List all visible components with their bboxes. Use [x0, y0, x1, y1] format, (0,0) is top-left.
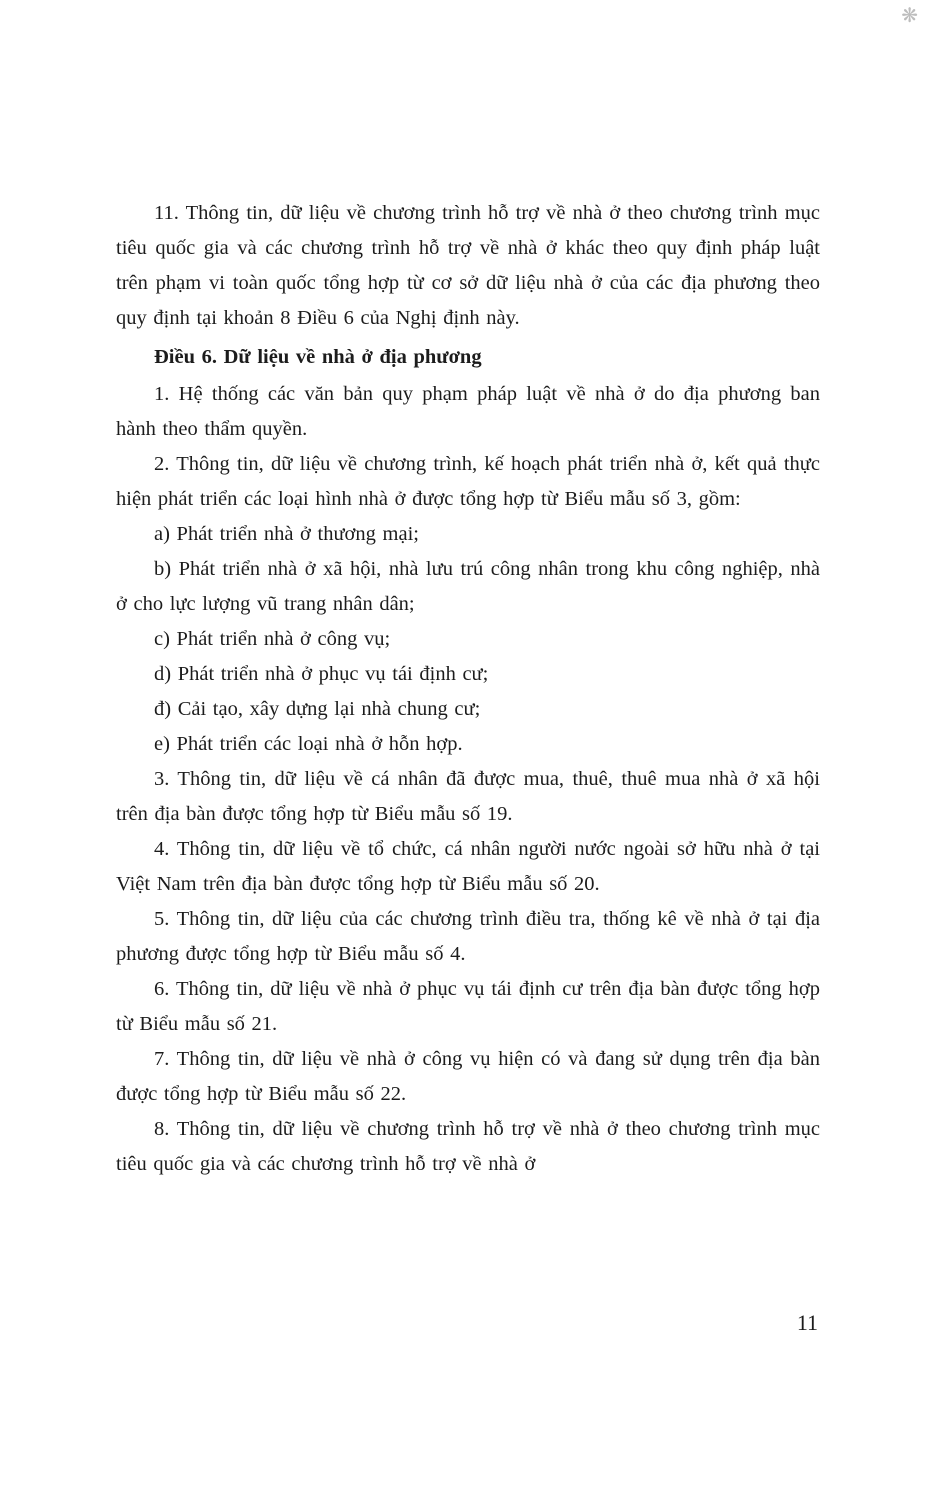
paragraph: e) Phát triển các loại nhà ở hỗn hợp.: [154, 733, 463, 755]
paragraph: 8. Thông tin, dữ liệu về chương trình hỗ trợ về nhà ở theo chương trình mục tiêu quốc gia và các chương trình hỗ trợ về nhà ở: [116, 1118, 820, 1175]
paragraph: 1. Hệ thống các văn bản quy phạm pháp luật về nhà ở do địa phương ban hành theo thẩm quyền.: [116, 383, 820, 440]
paragraph: d) Phát triển nhà ở phục vụ tái định cư;: [154, 663, 489, 685]
paragraph: 4. Thông tin, dữ liệu về tổ chức, cá nhân người nước ngoài sở hữu nhà ở tại Việt Nam trên địa bàn được tổng hợp từ Biểu mẫu số 20.: [116, 838, 820, 895]
document-body: [116, 196, 820, 1182]
paragraph: 11. Thông tin, dữ liệu về chương trình hỗ trợ về nhà ở theo chương trình mục tiêu quốc gia và các chương trình hỗ trợ về nhà ở khác theo quy định pháp luật trên phạm vi toàn quốc tổng hợp từ cơ sở dữ liệu nhà ở của các địa phương theo quy định tại khoản 8 Điều 6 của Nghị định này.: [116, 202, 820, 329]
paragraph: 7. Thông tin, dữ liệu về nhà ở công vụ hiện có và đang sử dụng trên địa bàn được tổng hợp từ Biểu mẫu số 22.: [116, 1048, 820, 1105]
paragraph: 3. Thông tin, dữ liệu về cá nhân đã được mua, thuê, thuê mua nhà ở xã hội trên địa bàn được tổng hợp từ Biểu mẫu số 19.: [116, 768, 820, 825]
paragraph: c) Phát triển nhà ở công vụ;: [154, 628, 391, 650]
page-number: 11: [796, 1310, 818, 1335]
paragraph: 5. Thông tin, dữ liệu của các chương trình điều tra, thống kê về nhà ở tại địa phương được tổng hợp từ Biểu mẫu số 4.: [116, 908, 820, 965]
paragraph: 2. Thông tin, dữ liệu về chương trình, kế hoạch phát triển nhà ở, kết quả thực hiện phát triển các loại hình nhà ở được tổng hợp từ Biểu mẫu số 3, gồm:: [116, 453, 820, 510]
section-heading: Điều 6. Dữ liệu về nhà ở địa phương: [154, 346, 482, 368]
paragraph: 6. Thông tin, dữ liệu về nhà ở phục vụ tái định cư trên địa bàn được tổng hợp từ Biểu mẫu số 21.: [116, 978, 820, 1035]
paragraph: a) Phát triển nhà ở thương mại;: [154, 523, 419, 545]
paragraph: đ) Cải tạo, xây dựng lại nhà chung cư;: [154, 698, 481, 720]
flower-decoration-icon: ❋: [901, 5, 918, 27]
paragraph: b) Phát triển nhà ở xã hội, nhà lưu trú công nhân trong khu công nghiệp, nhà ở cho lực lượng vũ trang nhân dân;: [116, 558, 820, 615]
